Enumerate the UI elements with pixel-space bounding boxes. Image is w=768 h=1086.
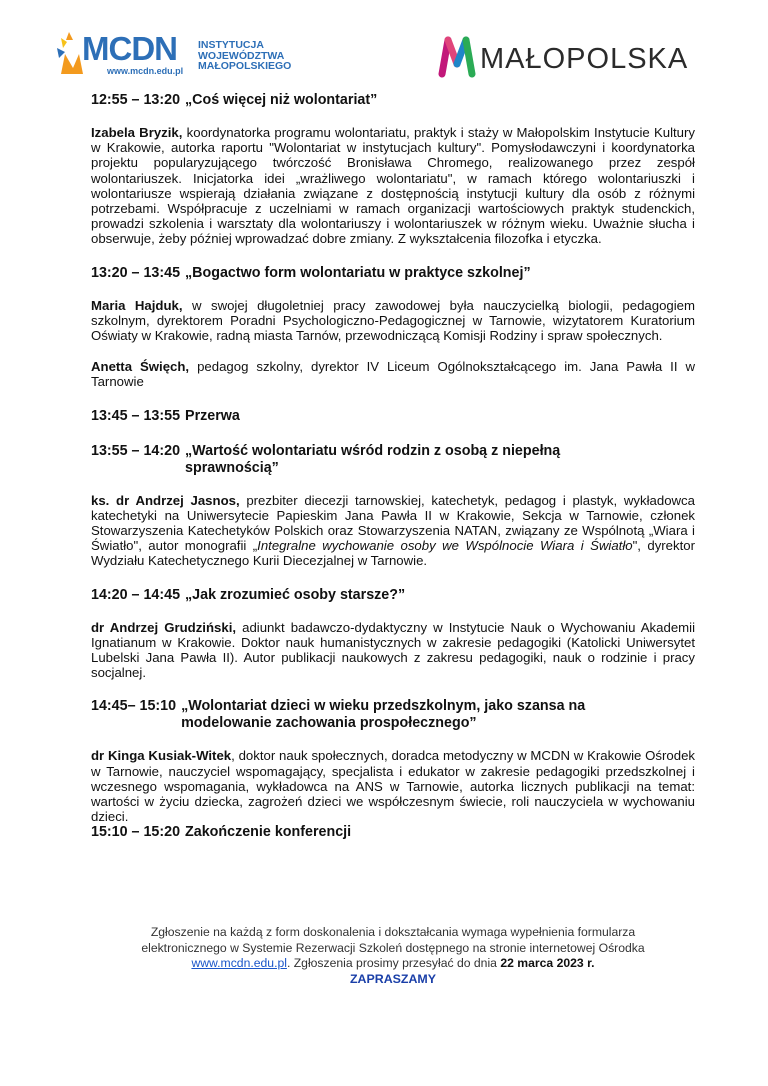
speaker-description: w swojej długoletniej pracy zawodowej była nauczycielką biologii, pedagogiem szkolnym, dyrektorem Poradni Psychologiczno-Pedagogicznej w Tarnowie, wizytatorem Kuratorium Oświaty w Krakowie, radną miasta Tarnów, przewodniczącą Komisji Rodziny i spraw społecznych. <box>91 297 696 344</box>
page-header <box>0 0 768 90</box>
session-time: 13:55 – 14:20 <box>91 442 181 459</box>
institution-label <box>198 40 291 72</box>
speaker-name: dr Andrzej Grudziński, <box>91 619 237 635</box>
institution-line-1: INSTYTUCJA <box>198 39 264 51</box>
session-title: Zakończenie konferencji <box>185 824 352 841</box>
session-time: 13:20 – 13:45 <box>91 264 181 281</box>
session-title: Przerwa <box>185 407 240 424</box>
session-title: „Jak zrozumieć osoby starsze?” <box>185 586 406 603</box>
institution-line-3: MAŁOPOLSKIEGO <box>198 60 292 72</box>
registration-line-2: elektronicznego w Systemie Rezerwacji Szkoleń dostępnego na stronie internetowej Ośrodka <box>141 940 645 955</box>
session-heading <box>91 824 695 841</box>
speaker-bio <box>91 298 695 344</box>
mcdn-logo-text: MCDN <box>82 30 177 67</box>
registration-deadline-text: . Zgłoszenia prosimy przesyłać do dnia <box>286 956 501 971</box>
session-title: „Bogactwo form wolontariatu w praktyce szkolnej” <box>185 264 531 281</box>
speaker-name: dr Kinga Kusiak-Witek <box>91 748 232 764</box>
speaker-description: prezbiter diecezji tarnowskiej, katechetyk, pedagog i plastyk, wykładowca katechetyki na Uniwersytecie Papieskim Jana Pawła II w Krakowie, Sekcja w Tarnowie, członek Stowarzyszenia Katechetyków Polskich oraz Stowarzyszenia NATAN, związany ze Wspólnotą „Wiara i Światło", autor monografii „ <box>91 492 695 554</box>
malopolska-logo-text: MAŁOPOLSKA <box>480 43 689 75</box>
malopolska-m-mark-icon <box>438 34 476 78</box>
speaker-bio <box>91 359 695 389</box>
session-title: „Wolontariat dzieci w wieku przedszkolnym, jako szansa na modelowanie zachowania prospołecznego” <box>181 698 586 732</box>
speaker-bio <box>91 125 695 247</box>
invitation-text: ZAPRASZAMY <box>349 971 437 986</box>
registration-deadline: 22 marca 2023 r. <box>500 956 595 971</box>
speaker-description-end: ", dyrektor Wydziału Katechetycznego Kurii Diecezjalnej w Tarnowie. <box>91 538 695 569</box>
registration-note <box>91 925 695 987</box>
malopolska-logo <box>438 34 728 78</box>
session-heading <box>91 587 695 604</box>
registration-line-3 <box>91 956 695 972</box>
speaker-bio <box>91 493 695 569</box>
speaker-description: koordynatorka programu wolontariatu, praktyk i staży w Małopolskim Instytucie Kultury w Krakowie, autorka raportu "Wolontariat w instytucjach kultury". Pomysłodawczyni i koordynatorka projektu popularyzującego twórczość Bronisława Chromego, realizowanego przez zespół wolontariuszek. Inicjatorka idei „wrażliwego wolontariatu", w ramach którego wolontariuszki i wolontariusze wspierają działania związane z dostępnością instytucji kultury dla osób z różnymi potrzebami. Współpracuje z uczelniami w ramach organizacji wartościowych praktyk studenckich, prowadzi szkolenia i warsztaty dla wolontariuszy i wolontariuszek w różnym wieku. Uważnie słucha i obserwuje, żeby później wprowadzać dobre zmiany. Z wykształcenia filozofka i etyczka. <box>91 125 695 247</box>
session-time: 13:45 – 13:55 <box>91 407 181 424</box>
speaker-name: Izabela Bryzik, <box>91 125 183 140</box>
speaker-name: ks. dr Andrzej Jasnos, <box>91 492 240 508</box>
speaker-description: adiunkt badawczo-dydaktyczny w Instytucie Nauk o Wychowaniu Akademii Ignatianum w Krakowie. Doktor nauk humanistycznych w zakresie pedagogiki (Katolicki Uniwersytet Lubelski Jana Pawła II). Autor publikacji naukowych z zakresu pedagogiki, nauk o rodzinie i pracy socjalnej. <box>91 619 695 681</box>
session-heading <box>91 265 695 282</box>
session-time: 12:55 – 13:20 <box>91 92 181 108</box>
speaker-name: Anetta Święch, <box>91 359 190 375</box>
mcdn-website-link[interactable]: www.mcdn.edu.pl <box>191 956 287 971</box>
institution-line-2: WOJEWÓDZTWA <box>198 49 285 62</box>
book-title: Integralne wychowanie osoby we Wspólnocie Wiara i Światło <box>257 538 633 554</box>
mcdn-logo-url: www.mcdn.edu.pl <box>107 66 184 76</box>
speaker-bio <box>91 748 695 824</box>
session-time: 15:10 – 15:20 <box>91 824 181 841</box>
session-title: „Wartość wolontariatu wśród rodzin z osobą z niepełną sprawnością” <box>185 442 561 476</box>
session-heading <box>91 92 695 109</box>
speaker-name: Maria Hajduk, <box>91 297 183 313</box>
session-time: 14:45– 15:10 <box>91 698 177 715</box>
speaker-description: , doktor nauk społecznych, doradca metodyczny w MCDN w Krakowie Ośrodek w Tarnowie, nauczyciel wspomagający, specjalista i edukator w zakresie pedagogiki przedszkolnej i wczesnego wspomagania, wykładowca na ANS w Tarnowie, autorka licznych publikacji na temat: wartości w życiu dziecka, zagrożeń dzieci we współczesnym świecie, roli nauczyciela w wychowaniu dzieci. <box>91 748 696 825</box>
registration-line-1: Zgłoszenie na każdą z form doskonalenia i dokształcania wymaga wypełnienia formularza <box>150 925 636 939</box>
session-title: „Coś więcej niż wolontariat” <box>185 92 378 108</box>
session-time: 14:20 – 14:45 <box>91 586 181 603</box>
mcdn-logo <box>55 28 295 83</box>
conference-program <box>91 92 695 841</box>
session-heading <box>91 408 695 425</box>
speaker-description: pedagog szkolny, dyrektor IV Liceum Ogólnokształcącego im. Jana Pawła II w Tarnowie <box>91 359 695 390</box>
session-heading <box>91 443 695 477</box>
speaker-bio <box>91 620 695 681</box>
session-heading <box>91 698 695 732</box>
